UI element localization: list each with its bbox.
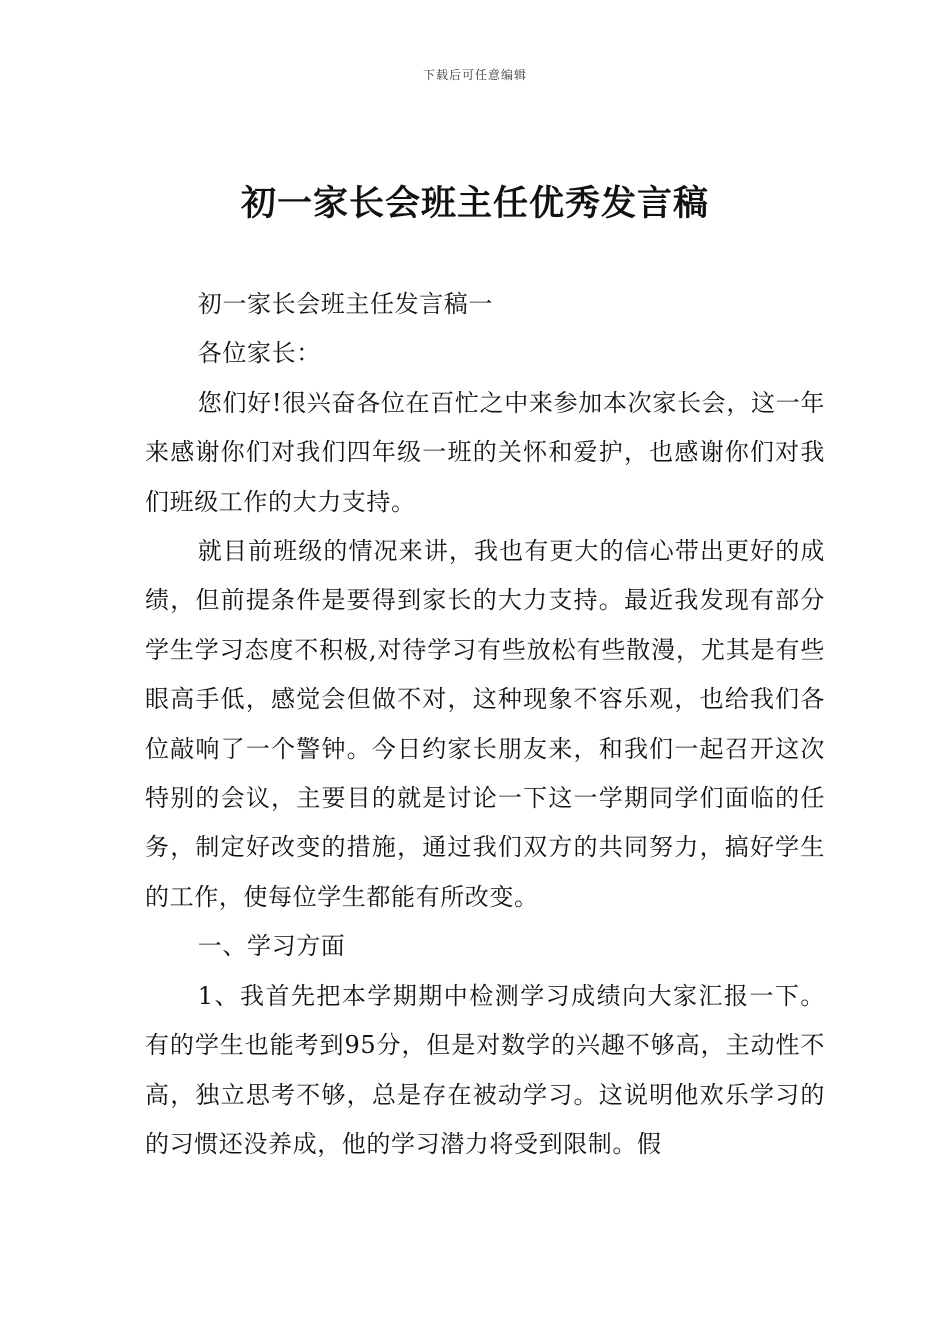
- section-heading: 一、学习方面: [197, 932, 346, 961]
- header-note: 下载后可任意编辑: [422, 68, 527, 82]
- document-body: [145, 280, 825, 1169]
- body-paragraph: 1、我首先把本学期期中检测学习成绩向大家汇报一下。有的学生也能考到95分，但是对数学的兴趣不够高，主动性不高，独立思考不够，总是存在被动学习。这说明他欢乐学习的的习惯还没养成，他的学习潜力将受到限制。假: [145, 981, 825, 1158]
- body-paragraph: 您们好!很兴奋各位在百忙之中来参加本次家长会，这一年来感谢你们对我们四年级一班的关怀和爱护，也感谢你们对我们班级工作的大力支持。: [145, 388, 825, 516]
- document-title: 初一家长会班主任优秀发言稿: [240, 184, 709, 224]
- salutation-paragraph: 各位家长：: [197, 339, 321, 368]
- subtitle-paragraph: 初一家长会班主任发言稿一: [197, 290, 493, 318]
- body-paragraph: 就目前班级的情况来讲，我也有更大的信心带出更好的成绩，但前提条件是要得到家长的大力支持。最近我发现有部分学生学习态度不积极,对待学习有些放松有些散漫，尤其是有些眼高手低，感觉会但做不对，这种现象不容乐观，也给我们各位敲响了一个警钟。今日约家长朋友来，和我们一起召开这次特别的会议，主要目的就是讨论一下这一学期同学们面临的任务，制定好改变的措施，通过我们双方的共同努力，搞好学生的工作，使每位学生都能有所改变。: [145, 537, 825, 911]
